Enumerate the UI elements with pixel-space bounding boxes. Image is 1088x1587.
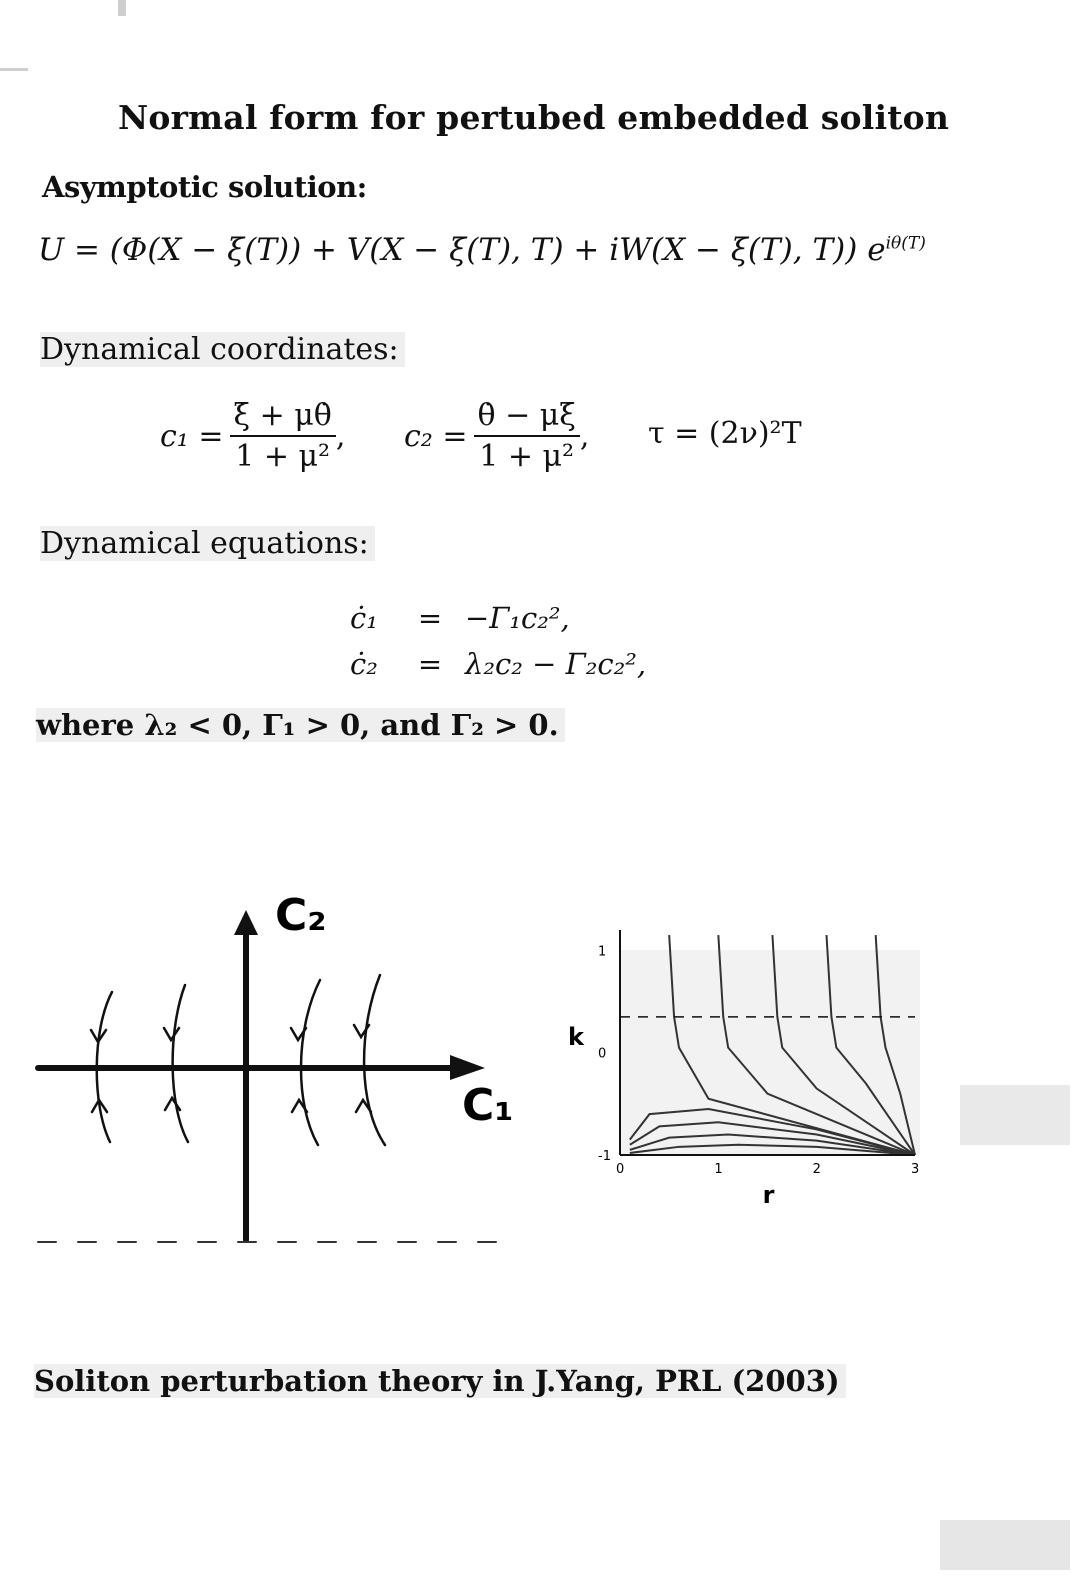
chart-x-tick-label: 2 — [812, 1162, 821, 1177]
c2-definition — [404, 398, 589, 474]
c1-axis-label: C₁ — [462, 1080, 514, 1131]
c2-denominator: 1 + μ² — [479, 439, 575, 474]
trajectory-2 — [173, 985, 188, 1142]
c1-fraction — [230, 398, 336, 474]
trajectory-3 — [301, 980, 320, 1145]
chart-y-tick-label: 1 — [598, 944, 607, 960]
scan-speck — [0, 68, 28, 71]
chart-y-tick-label: -1 — [598, 1149, 611, 1164]
phase-sketch — [20, 880, 530, 1270]
scan-noise — [940, 1520, 1070, 1570]
chart-shaded-area — [620, 950, 920, 1155]
c2-fraction — [474, 398, 580, 474]
condition-text: where λ₂ < 0, Γ₁ > 0, and Γ₂ > 0. — [36, 708, 565, 742]
chart-y-label: k — [568, 1022, 584, 1051]
coordinates-heading: Dynamical coordinates: — [40, 332, 405, 367]
c1-lhs: c₁ = — [160, 418, 224, 454]
equation-2-rhs: λ₂c₂ − Γ₂c₂², — [465, 647, 647, 681]
equation-1-lhs: ċ₁ — [350, 601, 378, 635]
chart-x-tick-label: 1 — [714, 1162, 723, 1177]
c2-lhs: c₂ = — [404, 418, 468, 454]
c1-axis-arrowhead — [450, 1055, 485, 1080]
trajectory-4 — [364, 975, 385, 1145]
dynamical-equations — [350, 595, 646, 687]
chart-x-tick-label: 3 — [911, 1162, 920, 1177]
c2-comma: , — [579, 418, 590, 454]
asymptotic-exponent: iθ(T) — [885, 233, 926, 254]
asymptotic-heading: Asymptotic solution: — [42, 170, 367, 204]
equation-2-lhs: ċ₂ — [350, 647, 378, 681]
c1-denominator: 1 + μ² — [235, 439, 331, 474]
citation-text: Soliton perturbation theory in J.Yang, PRL (2003) — [34, 1364, 846, 1398]
asymptotic-equation — [38, 232, 926, 268]
c1-definition — [160, 398, 345, 474]
scan-speck — [118, 0, 126, 16]
equation-row-1 — [350, 595, 646, 641]
equation-1-op: = — [417, 601, 443, 635]
phase-trajectories — [97, 975, 385, 1145]
c2-axis-label: C₂ — [275, 890, 327, 941]
chart-x-label: r — [762, 1181, 775, 1209]
c1-numerator: ξ̇ + μθ̇ — [230, 398, 336, 437]
c1-comma: , — [335, 418, 346, 454]
chart-x-tick-label: 0 — [616, 1162, 625, 1177]
scan-noise — [960, 1085, 1070, 1145]
chart-y-tick-label: 0 — [598, 1046, 607, 1062]
equation-1-rhs: −Γ₁c₂², — [465, 601, 570, 635]
asymptotic-equation-body: U = (Φ(X − ξ(T)) + V(X − ξ(T), T) + iW(X − ξ(T), T)) e — [38, 232, 886, 268]
equations-heading: Dynamical equations: — [40, 526, 375, 561]
page-title: Normal form for pertubed embedded soliton — [118, 98, 950, 137]
c2-numerator: θ̇ − μξ̇ — [474, 398, 580, 437]
equation-row-2 — [350, 641, 646, 687]
tau-definition: τ = (2ν)²T — [648, 416, 802, 451]
phase-chart — [560, 920, 940, 1220]
equation-2-op: = — [417, 647, 443, 681]
c2-axis-arrowhead — [234, 910, 258, 935]
